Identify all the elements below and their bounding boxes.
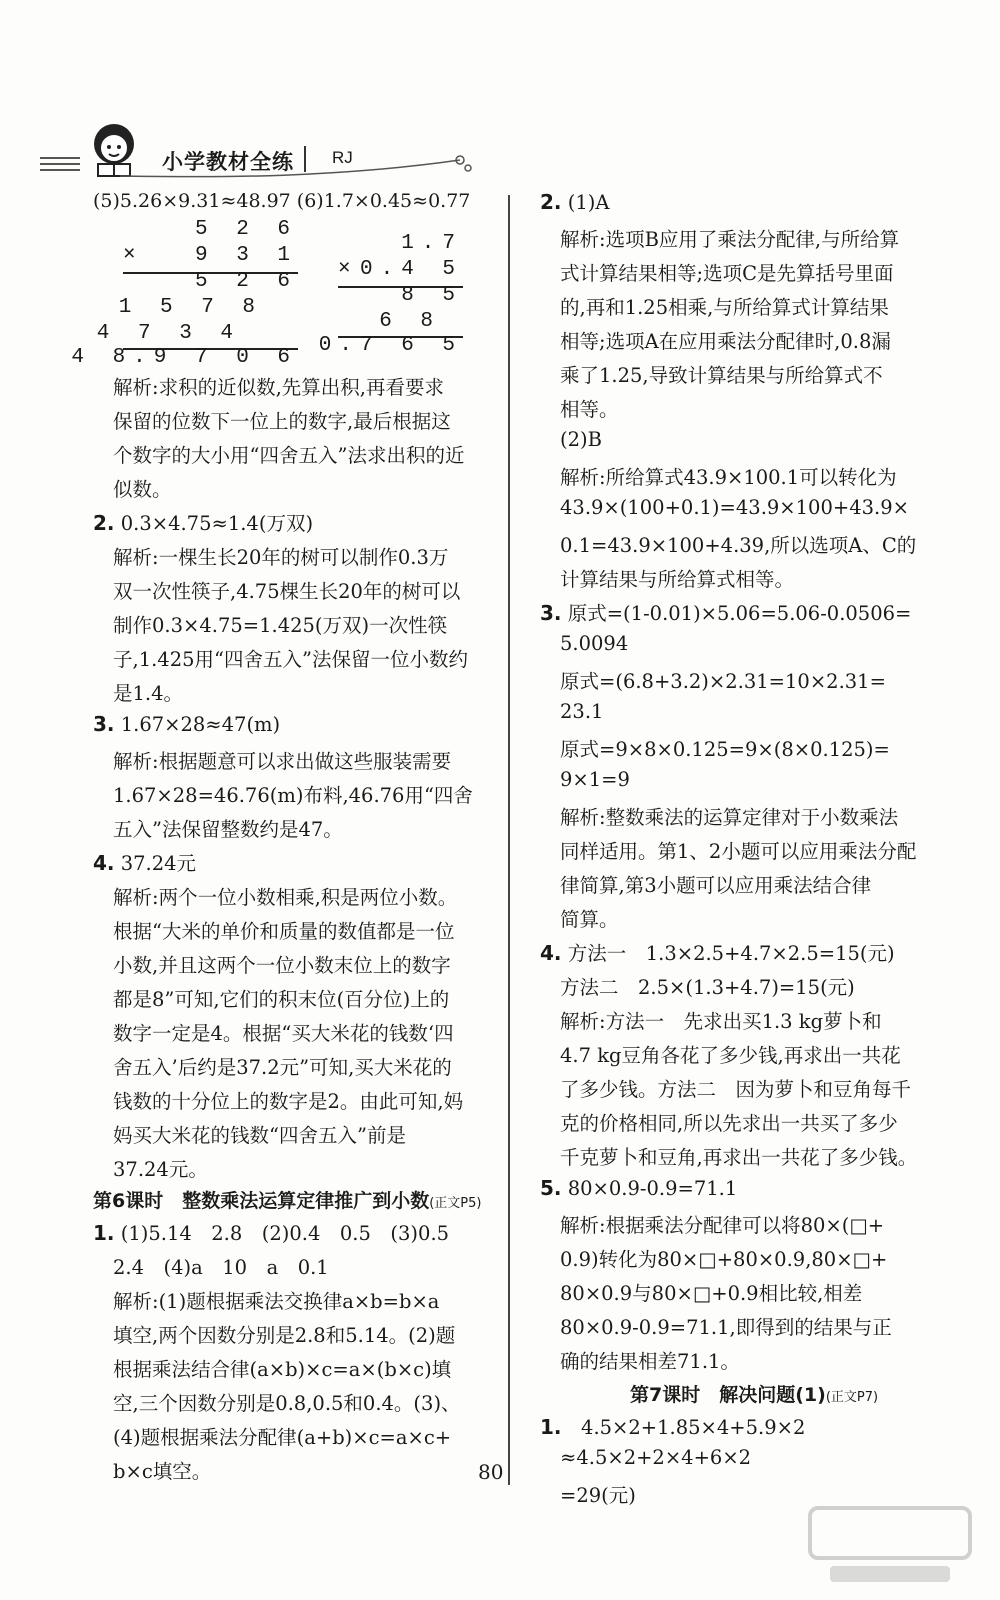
calc-row: 8 5: [401, 284, 463, 307]
answer-line: 方法二 2.5×(1.3+4.7)=15(元): [560, 976, 855, 999]
calc-row: 5 2 6: [194, 270, 298, 293]
answer-line: 5.0094: [560, 632, 629, 655]
explanation-line: 舍五入’后约是37.2元”可知,买大米花的: [113, 1056, 452, 1079]
explanation-line: 1.67×28=46.76(m)布料,46.76用“四舍: [113, 784, 473, 807]
explanation-line: 根据乘法结合律(a×b)×c=a×(b×c)填: [113, 1358, 452, 1381]
calc-row: 0.7 6 5: [318, 334, 463, 357]
answer-line: 原式=(6.8+3.2)×2.31=10×2.31=: [560, 670, 886, 693]
question-2: 2. 0.3×4.75≈1.4(万双): [93, 511, 314, 535]
calc-row: 6 8: [379, 310, 441, 333]
edition-code: RJ: [332, 148, 353, 167]
explanation-line: 解析:(1)题根据乘法交换律a×b=b×a: [113, 1290, 440, 1313]
explanation-line: 解析:两个一位小数相乘,积是两位小数。: [113, 886, 458, 909]
explanation-line: 简算。: [560, 908, 619, 931]
vertical-calc-2: [318, 232, 463, 362]
explanation-line: (4)题根据乘法分配律(a+b)×c=a×c+: [113, 1426, 452, 1449]
answer-line: 原式=9×8×0.125=9×(8×0.125)=: [560, 738, 890, 761]
explanation-line: 是1.4。: [113, 682, 184, 705]
explanation-line: 解析:选项B应用了乘法分配律,与所给算: [560, 228, 900, 251]
question-4: 4. 方法一 1.3×2.5+4.7×2.5=15(元): [540, 941, 895, 965]
explanation-line: 同样适用。第1、2小题可以应用乘法分配: [560, 840, 917, 863]
question-4: 4. 37.24元: [93, 851, 197, 875]
explanation-line: 都是8”可知,它们的积末位(百分位)上的: [113, 988, 450, 1011]
explanation-line: 37.24元。: [113, 1158, 208, 1181]
multiply-sign: ×: [123, 244, 144, 267]
multiply-sign: ×: [338, 258, 359, 281]
question-5: 5. 80×0.9-0.9=71.1: [540, 1176, 738, 1200]
book-title: 小学教材全练: [162, 150, 294, 174]
explanation-line: 子,1.425用“四舍五入”法保留一位小数约: [113, 648, 468, 671]
explanation-line: 43.9×(100+0.1)=43.9×100+43.9×: [560, 496, 909, 519]
explanation-line: 解析:一棵生长20年的树可以制作0.3万: [113, 546, 449, 569]
calc-row: 4 7 3 4: [96, 322, 241, 345]
explanation-line: 似数。: [113, 478, 172, 501]
answer-line: 9×1=9: [560, 768, 630, 791]
explanation-line: 的,再和1.25相乘,与所给算式计算结果: [560, 296, 889, 319]
column-divider: [508, 195, 510, 1485]
explanation-line: 根据“大米的单价和质量的数值都是一位: [113, 920, 455, 943]
lesson-6-heading: 第6课时 整数乘法运算定律推广到小数(正文P5): [93, 1190, 482, 1212]
calc-row: 1.7: [401, 232, 463, 255]
explanation-line: 小数,并且这两个一位小数末位上的数字: [113, 954, 451, 977]
explanation-line: 保留的位数下一位上的数字,最后根据这: [113, 410, 451, 433]
explanation-line: 个数字的大小用“四舍五入”法求出积的近: [113, 444, 465, 467]
explanation-line: 乘了1.25,导致计算结果与所给算式不: [560, 364, 883, 387]
explanation-line: 空,三个因数分别是0.8,0.5和0.4。(3)、: [113, 1392, 461, 1415]
explanation-line: 钱数的十分位上的数字是2。由此可知,妈: [113, 1090, 464, 1113]
explanation-line: 式计算结果相等;选项C是先算括号里面: [560, 262, 894, 285]
answer-line: ≈4.5×2+2×4+6×2: [560, 1446, 752, 1469]
calc-row: 5 2 6: [194, 218, 298, 241]
explanation-line: 千克萝卜和豆角,再求出一共花了多少钱。: [560, 1146, 918, 1169]
explanation-line: b×c填空。: [113, 1460, 212, 1483]
explanation-line: 解析:根据题意可以求出做这些服装需要: [113, 750, 452, 773]
explanation-line: 0.9)转化为80×□+80×0.9,80×□+: [560, 1248, 888, 1271]
question-2: 2. (1)A: [540, 190, 610, 214]
lesson-7-heading: 第7课时 解决问题(1)(正文P7): [630, 1384, 879, 1406]
question-line: (5)5.26×9.31≈48.97 (6)1.7×0.45≈0.77: [93, 190, 471, 212]
explanation-line: 相等。: [560, 398, 619, 421]
answer-line: =29(元): [560, 1484, 636, 1507]
explanation-line: 4.7 kg豆角各花了多少钱,再求出一共花: [560, 1044, 901, 1067]
vertical-calc-1: [71, 218, 298, 369]
explanation-line: 解析:求积的近似数,先算出积,再看要求: [113, 376, 444, 399]
explanation-line: 制作0.3×4.75=1.425(万双)一次性筷: [113, 614, 448, 637]
calc-row: 0.4 5: [359, 258, 463, 281]
explanation-line: 数字一定是4。根据“买大米花的钱数‘四: [113, 1022, 454, 1045]
calc-row: 1 5 7 8: [118, 296, 263, 319]
explanation-line: 解析:方法一 先求出买1.3 kg萝卜和: [560, 1010, 882, 1033]
calc-row: 9 3 1: [194, 244, 298, 267]
question-3: 3. 原式=(1-0.01)×5.06=5.06-0.0506=: [540, 601, 912, 625]
page-number: 80: [478, 1460, 504, 1484]
explanation-line: 0.1=43.9×100+4.39,所以选项A、C的: [560, 534, 917, 557]
explanation-line: 解析:根据乘法分配律可以将80×(□+: [560, 1214, 885, 1237]
explanation-line: 填空,两个因数分别是2.8和5.14。(2)题: [113, 1324, 456, 1347]
explanation-line: 相等;选项A在应用乘法分配律时,0.8漏: [560, 330, 891, 353]
answer-line: (2)B: [560, 428, 602, 451]
explanation-line: 解析:所给算式43.9×100.1可以转化为: [560, 466, 897, 489]
explanation-line: 80×0.9-0.9=71.1,即得到的结果与正: [560, 1316, 892, 1339]
explanation-line: 了多少钱。方法二 因为萝卜和豆角每千: [560, 1078, 912, 1101]
explanation-line: 80×0.9与80×□+0.9相比较,相差: [560, 1282, 863, 1305]
page-header: [40, 118, 480, 188]
answer-line: 23.1: [560, 700, 604, 723]
question-1: 1. (1)5.14 2.8 (2)0.4 0.5 (3)0.5: [93, 1221, 450, 1245]
explanation-line: 解析:整数乘法的运算定律对于小数乘法: [560, 806, 899, 829]
answer-line: 2.4 (4)a 10 a 0.1: [113, 1256, 329, 1279]
explanation-line: 确的结果相差71.1。: [560, 1350, 740, 1373]
explanation-line: 克的价格相同,所以先求出一共买了多少: [560, 1112, 898, 1135]
watermark-logo-icon: [800, 1500, 980, 1590]
explanation-line: 妈买大米花的钱数“四舍五入”前是: [113, 1124, 406, 1147]
question-3: 3. 1.67×28≈47(m): [93, 712, 281, 736]
header-separator: [304, 146, 306, 172]
explanation-line: 双一次性筷子,4.75棵生长20年的树可以: [113, 580, 461, 603]
explanation-line: 律简算,第3小题可以应用乘法结合律: [560, 874, 872, 897]
calc-row: 4 8.9 7 0 6: [71, 346, 298, 369]
explanation-line: 计算结果与所给算式相等。: [560, 568, 795, 591]
question-1: 1. 4.5×2+1.85×4+5.9×2: [540, 1415, 806, 1439]
explanation-line: 五入”法保留整数约是47。: [113, 818, 343, 841]
